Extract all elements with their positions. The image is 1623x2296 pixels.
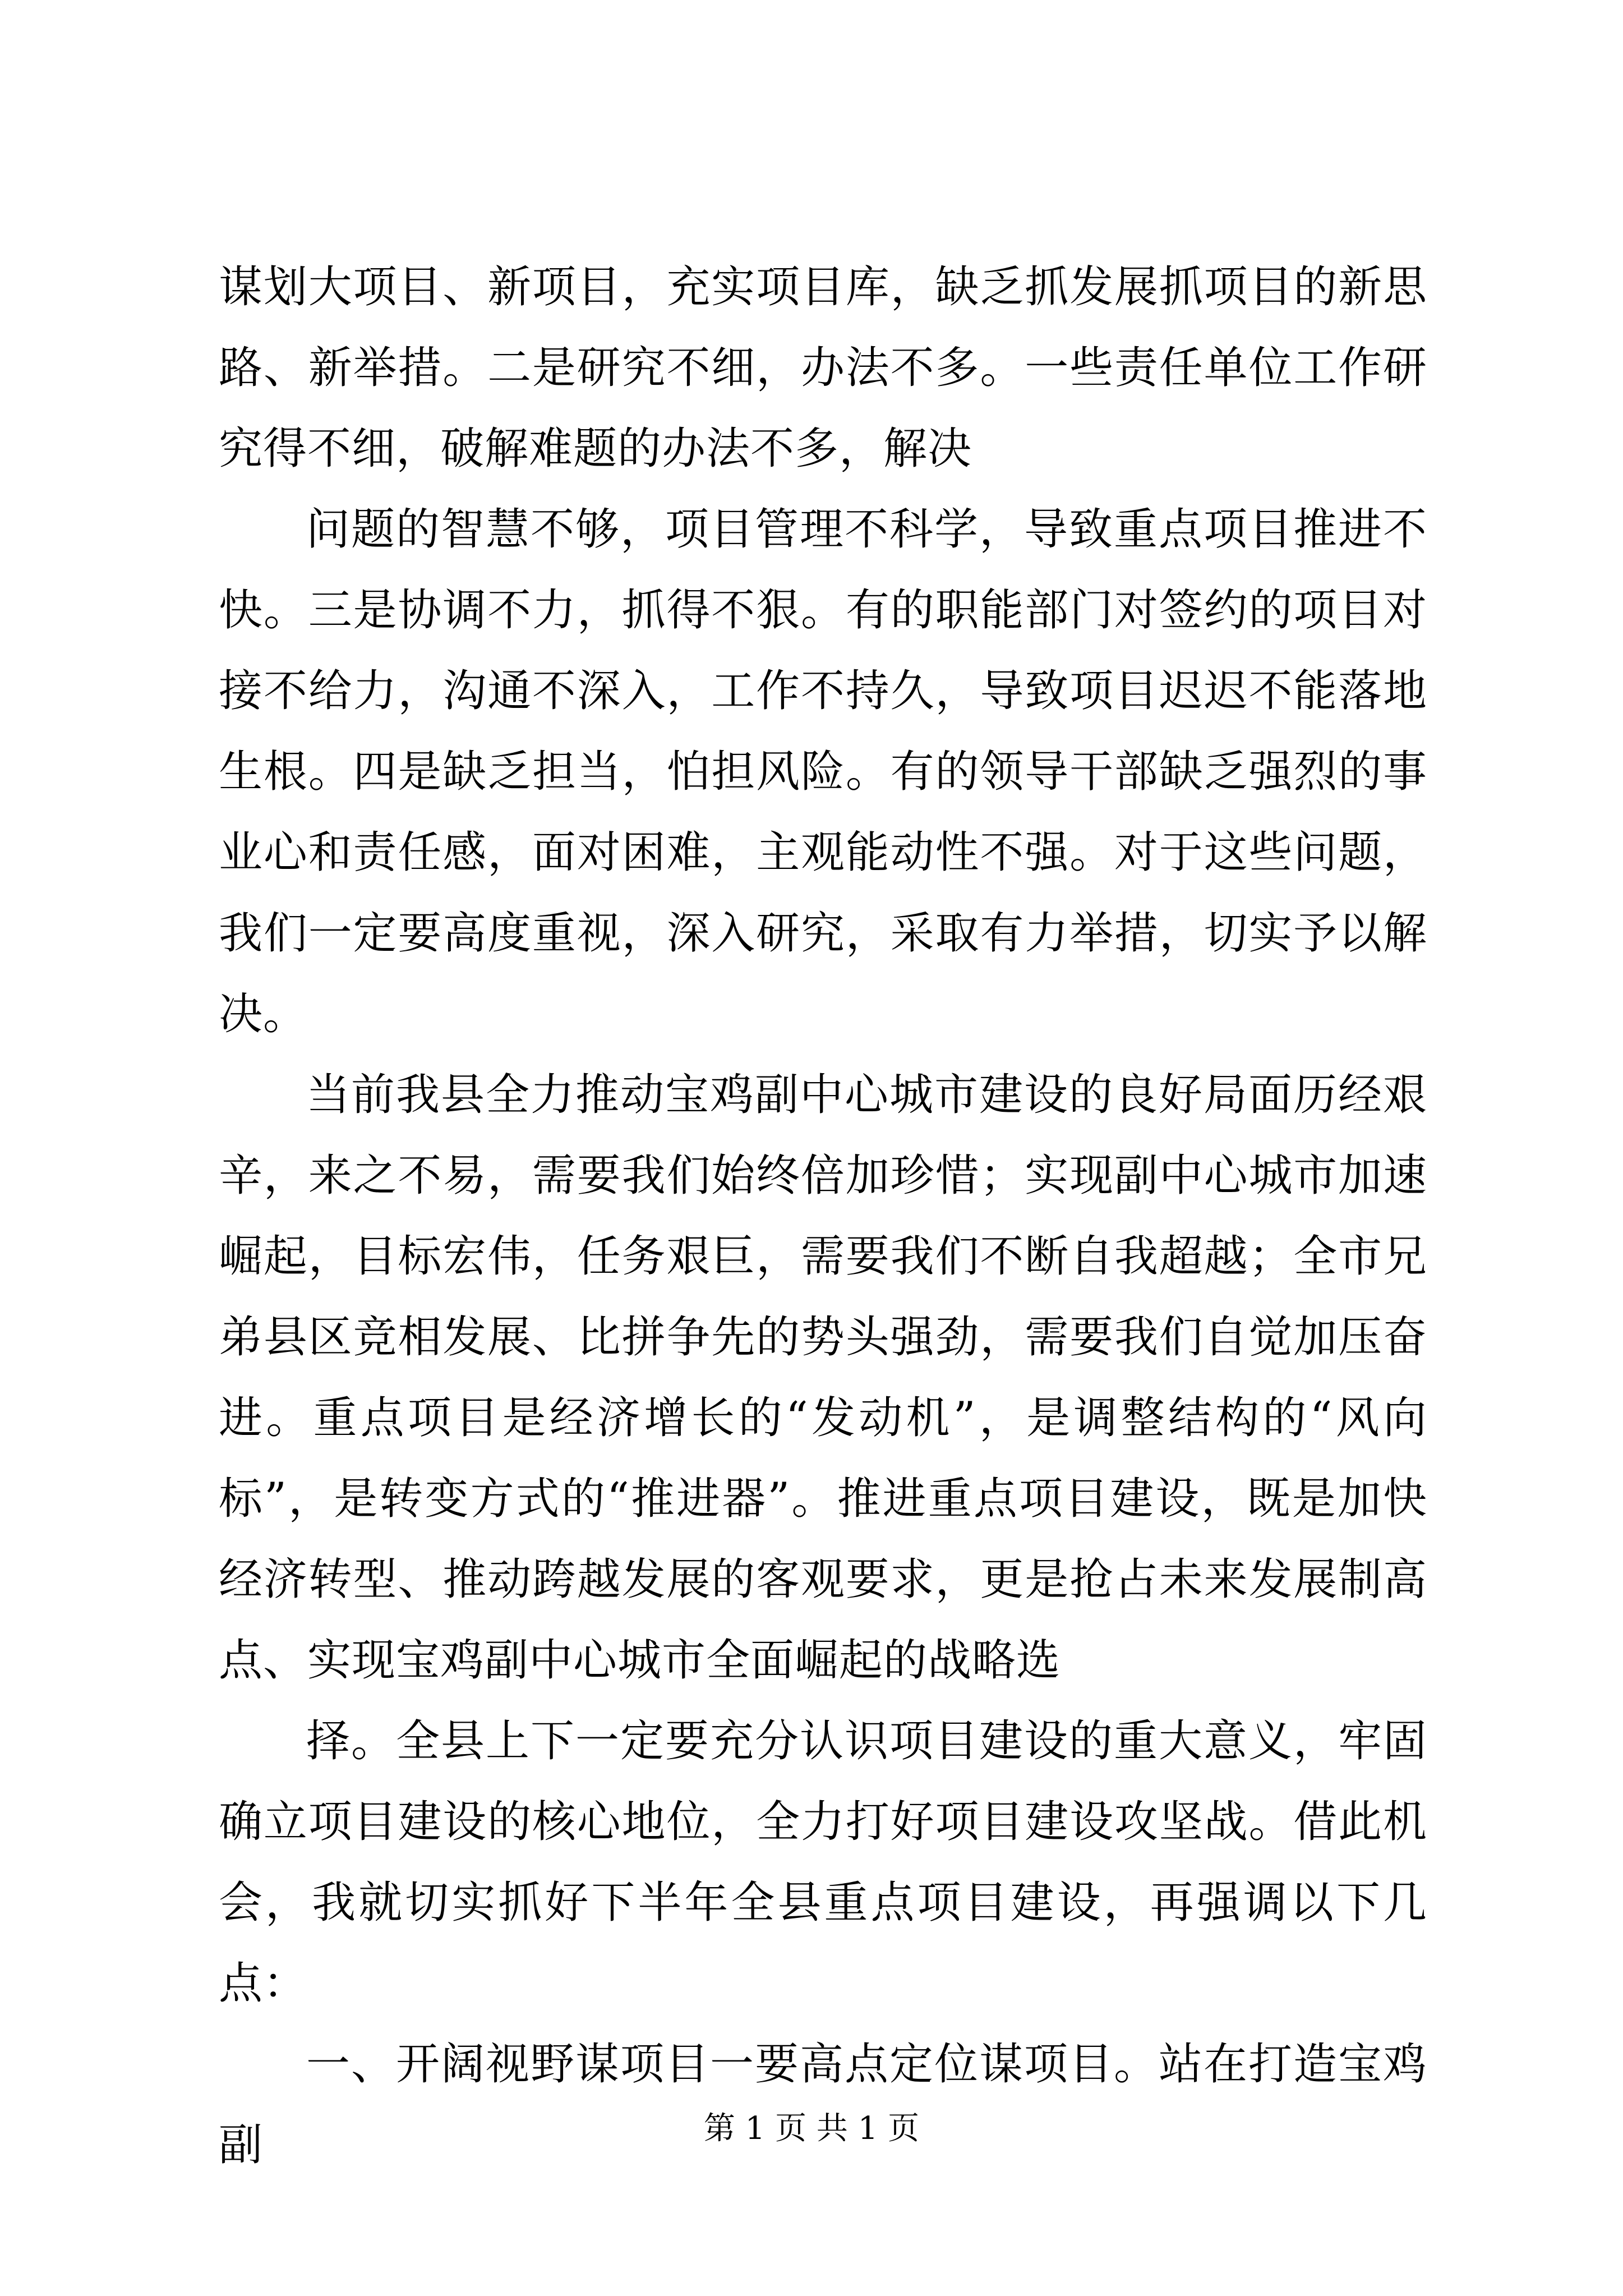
document-body — [219, 247, 1427, 2185]
paragraph: 一、开阔视野谋项目一要高点定位谋项目。站在打造宝鸡副 — [219, 2039, 1427, 2170]
paragraph: 择。全县上下一定要充分认识项目建设的重大意义，牢固确立项目建设的核心地位，全力打好项目建设攻坚战。借此机会，我就切实抓好下半年全县重点项目建设，再强调以下几点： — [219, 1716, 1427, 2009]
page-footer — [0, 2106, 1623, 2151]
paragraph: 问题的智慧不够，项目管理不科学，导致重点项目推进不快。三是协调不力，抓得不狠。有的职能部门对签约的项目对接不给力，沟通不深入，工作不持久，导致项目迟迟不能落地生根。四是缺乏担当，怕担风险。有的领导干部缺乏强烈的事业心和责任感，面对困难，主观能动性不强。对于这些问题，我们一定要高度重视，深入研究，采取有力举措，切实予以解决。 — [219, 504, 1427, 1039]
paragraph: 当前我县全力推动宝鸡副中心城市建设的良好局面历经艰辛，来之不易，需要我们始终倍加珍惜；实现副中心城市加速崛起，目标宏伟，任务艰巨，需要我们不断自我超越；全市兄弟县区竞相发展、比拼争先的势头强劲，需要我们自觉加压奋进。重点项目是经济增长的“发动机”，是调整结构的“风向标”，是转变方式的“推进器”。推进重点项目建设，既是加快经济转型、推动跨越发展的客观要求，更是抢占未来发展制高点、实现宝鸡副中心城市全面崛起的战略选 — [219, 1070, 1427, 1686]
paragraph: 谋划大项目、新项目，充实项目库，缺乏抓发展抓项目的新思路、新举措。二是研究不细，办法不多。一些责任单位工作研究得不细，破解难题的办法不多，解决 — [219, 262, 1427, 474]
page-number: 第 1 页 共 1 页 — [703, 2110, 920, 2147]
